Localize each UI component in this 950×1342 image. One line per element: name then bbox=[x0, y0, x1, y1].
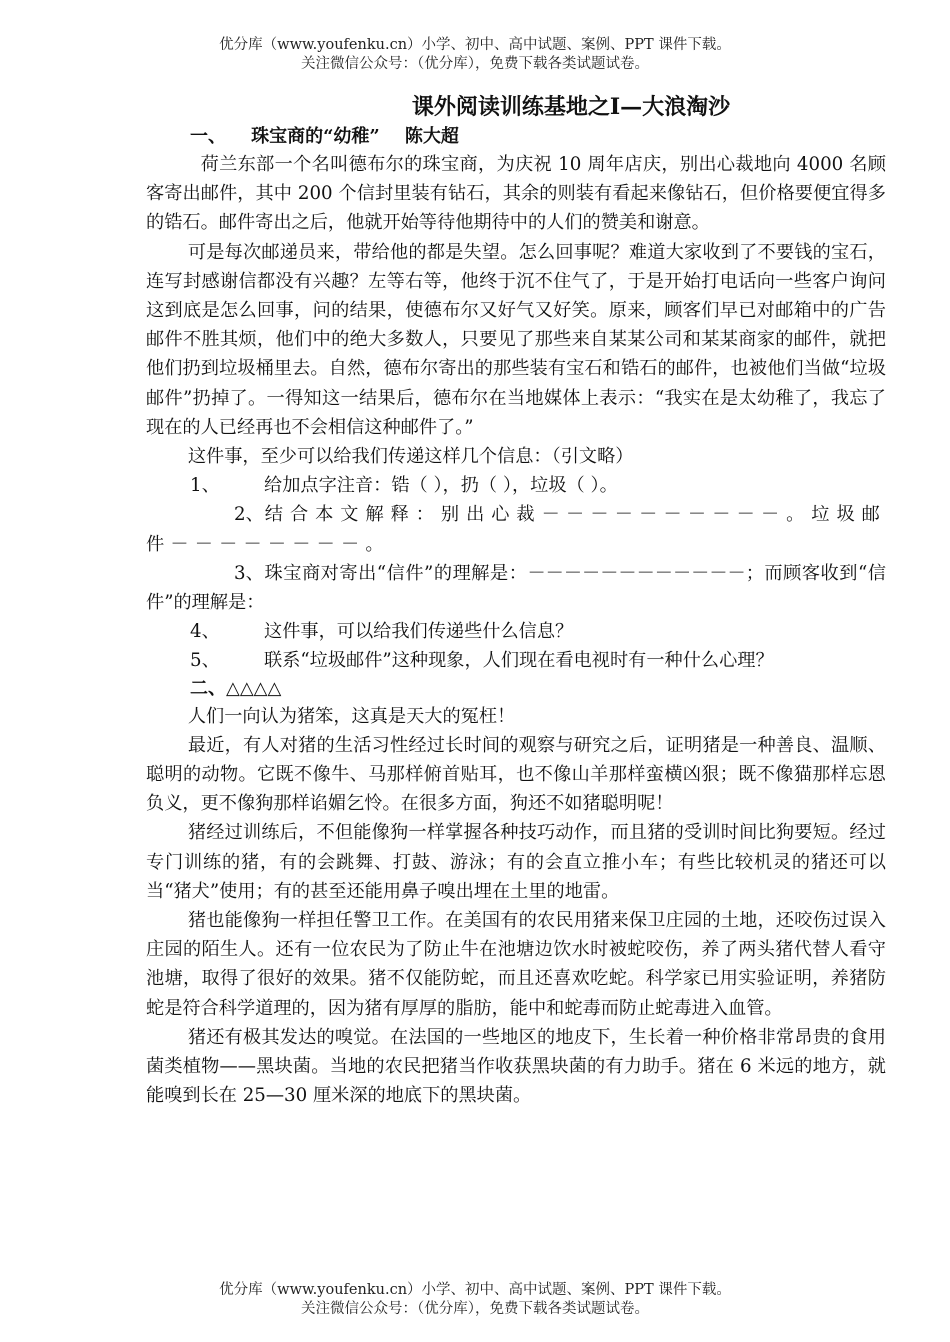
paragraph: 荷兰东部一个名叫德布尔的珠宝商，为庆祝 10 周年店庆，别出心裁地向 4000 名顾客寄出邮件，其中 200 个信封里装有钻石，其余的则装有看起来像钻石，但价格要便宜得多的锆石。邮件寄出之后，他就开始等待他期待中的人们的赞美和谢意。 bbox=[146, 154, 886, 234]
question-5: 5、 联系“垃圾邮件”这种现象，人们现在看电视时有一种什么心理？ bbox=[190, 650, 774, 672]
question-2: 2、结合本文解释：别出心裁－－－－－－－－－－。垃圾邮件－－－－－－－－。 bbox=[146, 504, 886, 555]
section-1-heading: 一、 珠宝商的“幼稚” 陈大超 bbox=[190, 126, 459, 147]
question-3: 3、珠宝商对寄出“信件”的理解是：－－－－－－－－－－－－；而顾客收到“信件”的理解是： bbox=[146, 562, 886, 614]
section-2-heading: 二、△△△△ bbox=[190, 677, 282, 699]
paragraph: 可是每次邮递员来，带给他的都是失望。怎么回事呢？难道大家收到了不要钱的宝石，连写封感谢信都没有兴趣？左等右等，他终于沉不住气了，于是开始打电话向一些客户询问这到底是怎么回事，问的结果，使德布尔又好气又好笑。原来，顾客们早已对邮箱中的广告邮件不胜其烦，他们中的绝大多数人，只要见了那些来自某某公司和某某商家的邮件，就把他们扔到垃圾桶里去。自然，德布尔寄出的那些装有宝石和锆石的邮件，也被他们当做“垃圾邮件”扔掉了。一得知这一结果后，德布尔在当地媒体上表示：“我实在是太幼稚了，我忘了现在的人已经再也不会相信这种邮件了。” bbox=[146, 241, 886, 438]
paragraph: 最近，有人对猪的生活习性经过长时间的观察与研究之后，证明猪是一种善良、温顺、聪明的动物。它既不像牛、马那样俯首贴耳，也不像山羊那样蛮横凶狠；既不像猫那样忘恩负义，更不像狗那样谄媚乞怜。在很多方面，狗还不如猪聪明呢！ bbox=[146, 734, 886, 815]
question-1: 1、 给加点字注音：锆（ ），扔（ ），垃圾（ ）。 bbox=[190, 475, 618, 497]
document-body bbox=[146, 90, 886, 1111]
question-4: 4、 这件事，可以给我们传递些什么信息？ bbox=[190, 621, 574, 643]
paragraph: 猪经过训练后，不但能像狗一样掌握各种技巧动作，而且猪的受训时间比狗要短。经过专门训练的猪，有的会跳舞、打鼓、游泳；有的会直立推小车；有些比较机灵的猪还可以当“猪犬”使用；有的甚至还能用鼻子嗅出埋在土里的地雷。 bbox=[146, 822, 886, 902]
document-title: 课外阅读训练基地之Ⅰ—大浪淘沙 bbox=[411, 94, 731, 120]
paragraph: 猪还有极其发达的嗅觉。在法国的一些地区的地皮下，生长着一种价格非常昂贵的食用菌类植物——黑块菌。当地的农民把猪当作收获黑块菌的有力助手。猪在 6 米远的地方，就能嗅到长在 25—30 厘米深的地底下的黑块菌。 bbox=[146, 1026, 886, 1107]
header-line-2: 关注微信公众号：（优分库），免费下载各类试题试卷。 bbox=[301, 56, 649, 72]
paragraph: 这件事，至少可以给我们传递这样几个信息：（引文略） bbox=[187, 446, 634, 468]
footer-line-2: 关注微信公众号：（优分库），免费下载各类试题试卷。 bbox=[301, 1301, 649, 1317]
paragraph: 猪也能像狗一样担任警卫工作。在美国有的农民用猪来保卫庄园的土地，还咬伤过误入庄园的陌生人。还有一位农民为了防止牛在池塘边饮水时被蛇咬伤，养了两头猪代替人看守池塘，取得了很好的效果。猪不仅能防蛇，而且还喜欢吃蛇。科学家已用实验证明，养猪防蛇是符合科学道理的，因为猪有厚厚的脂肪，能中和蛇毒而防止蛇毒进入血管。 bbox=[146, 910, 886, 1019]
header-line-1: 优分库（www.youfenku.cn）小学、初中、高中试题、案例、PPT 课件下载。 bbox=[219, 37, 731, 53]
paragraph: 人们一向认为猪笨，这真是天大的冤枉！ bbox=[187, 705, 516, 727]
footer-line-1: 优分库（www.youfenku.cn）小学、初中、高中试题、案例、PPT 课件下载。 bbox=[219, 1282, 731, 1298]
page-header bbox=[0, 36, 950, 74]
page-footer bbox=[0, 1281, 950, 1319]
